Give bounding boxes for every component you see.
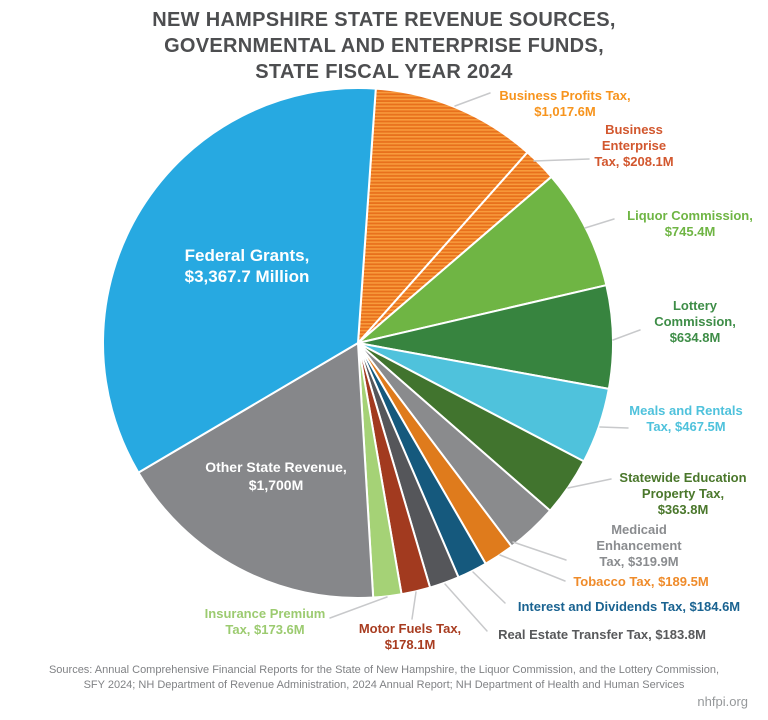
label-business-enterprise-tax-line: Tax, $208.1M bbox=[594, 154, 674, 169]
label-other-state-revenue-line: Other State Revenue, bbox=[205, 459, 347, 475]
leader-interest-and-dividends-tax bbox=[473, 572, 505, 603]
label-business-enterprise-tax-line: Enterprise bbox=[601, 138, 667, 153]
label-motor-fuels-tax-line: Motor Fuels Tax, bbox=[358, 621, 462, 636]
label-liquor-commission-line: $745.4M bbox=[664, 224, 716, 239]
source-line-1: Sources: Annual Comprehensive Financial Reports for the State of New Hampshire, the Liquor Commission, and the Lottery Commission, bbox=[48, 664, 720, 676]
title-line-1: NEW HAMPSHIRE STATE REVENUE SOURCES, bbox=[152, 9, 616, 31]
label-medicaid-enhancement-tax-line: Enhancement bbox=[596, 538, 682, 553]
label-insurance-premium-tax-line: Insurance Premium bbox=[204, 606, 326, 621]
leader-liquor-commission bbox=[585, 219, 614, 228]
label-business-profits-tax-line: $1,017.6M bbox=[534, 104, 596, 119]
label-meals-and-rentals-tax-line: Meals and Rentals bbox=[629, 403, 743, 418]
leader-insurance-premium-tax bbox=[330, 597, 387, 618]
website-link[interactable]: nhfpi.org bbox=[697, 694, 748, 709]
leader-tobacco-tax bbox=[500, 555, 565, 581]
label-interest-and-dividends-tax-line: Interest and Dividends Tax, $184.6M bbox=[517, 599, 741, 614]
label-medicaid-enhancement-tax-line: Tax, $319.9M bbox=[599, 554, 679, 569]
label-statewide-education-property-tax-line: Statewide Education bbox=[619, 470, 747, 485]
title-line-2: GOVERNMENTAL AND ENTERPRISE FUNDS, bbox=[164, 35, 604, 57]
leader-real-estate-transfer-tax bbox=[445, 584, 487, 631]
leader-statewide-education-property-tax bbox=[568, 479, 611, 488]
leader-business-profits-tax bbox=[455, 93, 490, 106]
label-business-profits-tax-line: Business Profits Tax, bbox=[499, 88, 631, 103]
leader-motor-fuels-tax bbox=[412, 592, 416, 619]
label-real-estate-transfer-tax-line: Real Estate Transfer Tax, $183.8M bbox=[498, 627, 706, 642]
label-liquor-commission-line: Liquor Commission, bbox=[627, 208, 753, 223]
label-motor-fuels-tax-line: $178.1M bbox=[384, 637, 436, 652]
label-lottery-commission-line: Commission, bbox=[654, 314, 736, 329]
leader-lottery-commission bbox=[613, 330, 640, 340]
source-note bbox=[0, 663, 768, 692]
label-statewide-education-property-tax-line: $363.8M bbox=[657, 502, 709, 517]
leader-medicaid-enhancement-tax bbox=[513, 542, 566, 560]
label-lottery-commission-line: $634.8M bbox=[669, 330, 721, 345]
label-federal-grants-line: Federal Grants, bbox=[184, 246, 310, 265]
label-lottery-commission-line: Lottery bbox=[672, 298, 718, 313]
leader-business-enterprise-tax bbox=[534, 159, 589, 161]
leader-meals-and-rentals-tax bbox=[600, 427, 628, 428]
label-meals-and-rentals-tax-line: Tax, $467.5M bbox=[646, 419, 726, 434]
label-business-enterprise-tax-line: Business bbox=[605, 122, 663, 137]
label-insurance-premium-tax-line: Tax, $173.6M bbox=[225, 622, 305, 637]
source-line-2: SFY 2024; NH Department of Revenue Administration, 2024 Annual Report; NH Department of Health and Human Services bbox=[83, 678, 685, 691]
label-other-state-revenue-line: $1,700M bbox=[248, 477, 304, 493]
label-medicaid-enhancement-tax-line: Medicaid bbox=[611, 522, 667, 537]
label-federal-grants-line: $3,367.7 Million bbox=[184, 267, 310, 286]
label-tobacco-tax-line: Tobacco Tax, $189.5M bbox=[573, 574, 709, 589]
title-line-3: STATE FISCAL YEAR 2024 bbox=[255, 61, 513, 83]
label-statewide-education-property-tax-line: Property Tax, bbox=[641, 486, 725, 501]
